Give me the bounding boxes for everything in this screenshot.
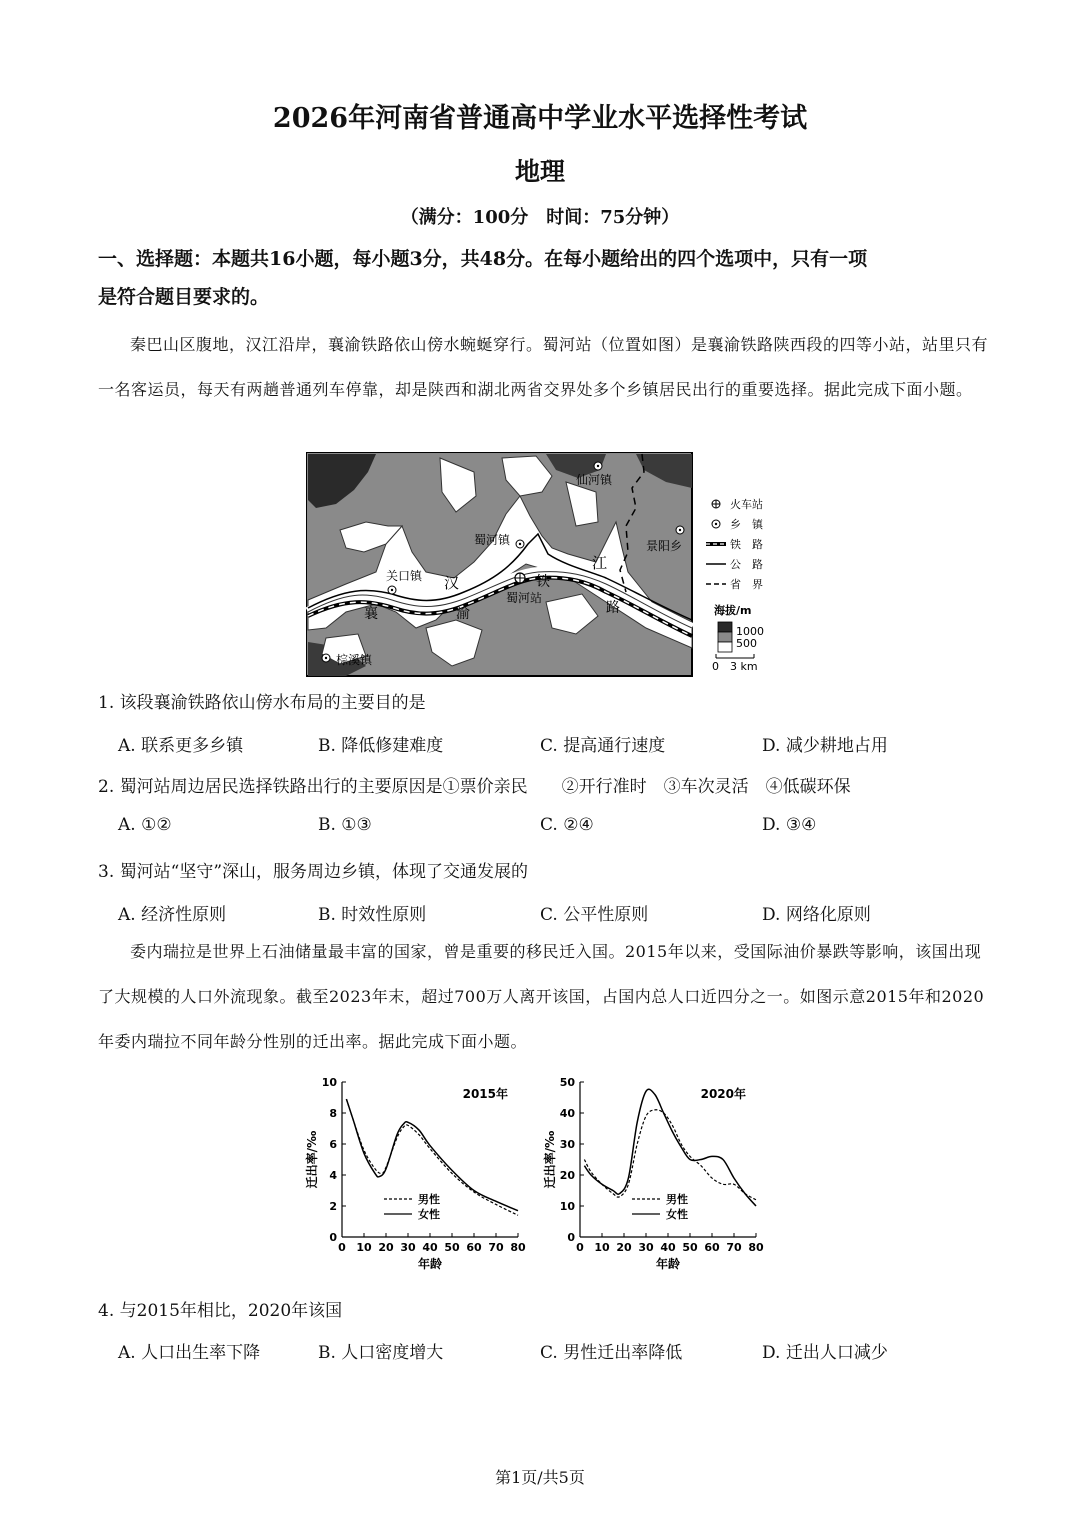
label-han: 汉 <box>444 574 460 592</box>
legend-scale: 0 3 km <box>712 660 758 673</box>
legend-elev-1000: 1000 <box>736 625 764 638</box>
x-tick-label: 80 <box>510 1241 526 1254</box>
label-tie: 铁 <box>536 574 550 590</box>
q3-option-d[interactable]: D. 网络化原则 <box>762 905 871 925</box>
q1-option-a[interactable]: A. 联系更多乡镇 <box>118 736 244 756</box>
q4-option-c[interactable]: C. 男性迁出率降低 <box>540 1343 683 1363</box>
x-axis-label: 年龄 <box>655 1257 681 1271</box>
question-1-stem: 1. 该段襄渝铁路依山傍水布局的主要目的是 <box>98 693 426 713</box>
y-tick-label: 2 <box>329 1200 337 1213</box>
x-axis-label: 年龄 <box>417 1257 443 1271</box>
section-heading-line1: 一、选择题：本题共16小题，每小题3分，共48分。在每小题给出的四个选项中，只有一项 <box>98 248 868 270</box>
y-tick-label: 20 <box>559 1169 575 1182</box>
legend-label: 女性 <box>418 1208 440 1221</box>
label-lu: 路 <box>606 600 620 616</box>
y-tick-label: 0 <box>329 1231 337 1244</box>
town-icon <box>676 526 684 534</box>
q1-option-b[interactable]: B. 降低修建难度 <box>318 736 444 756</box>
x-tick-label: 70 <box>488 1241 504 1254</box>
y-tick-label: 6 <box>329 1138 337 1151</box>
town-icon <box>516 540 524 548</box>
legend-road: 公 路 <box>730 558 763 571</box>
legend-label: 女性 <box>666 1208 688 1221</box>
q1-option-d[interactable]: D. 减少耕地占用 <box>762 736 888 756</box>
x-tick-label: 20 <box>378 1241 394 1254</box>
map-legend <box>706 497 764 673</box>
y-tick-label: 10 <box>321 1076 337 1089</box>
town-icon <box>594 462 602 470</box>
x-tick-label: 30 <box>400 1241 416 1254</box>
label-jingyang: 景阳乡 <box>646 539 683 553</box>
exam-title: 2026年河南省普通高中学业水平选择性考试 <box>272 103 808 134</box>
q3-option-b[interactable]: B. 时效性原则 <box>318 905 427 925</box>
chart-2020 <box>540 1068 774 1273</box>
q4-option-b[interactable]: B. 人口密度增大 <box>318 1343 444 1363</box>
section-heading-line2: 是符合题目要求的。 <box>98 286 270 308</box>
label-jiang: 江 <box>592 554 608 572</box>
question-2-stem: 2. 蜀河站周边居民选择铁路出行的主要原因是①票价亲民 ②开行准时 ③车次灵活 ④低碳环保 <box>98 777 851 797</box>
legend-railway: 铁 路 <box>730 538 763 551</box>
y-tick-label: 4 <box>329 1169 337 1182</box>
shuhe-map <box>306 452 786 680</box>
x-tick-label: 0 <box>576 1241 584 1254</box>
y-axis-label: 迁出率/‰ <box>305 1130 319 1189</box>
x-tick-label: 80 <box>748 1241 764 1254</box>
chart-2015 <box>302 1068 536 1273</box>
q4-option-d[interactable]: D. 迁出人口减少 <box>762 1343 888 1363</box>
legend-elevation-title: 海拔/m <box>714 604 752 617</box>
page-footer: 第1页/共5页 <box>495 1468 585 1487</box>
legend-town: 乡 镇 <box>730 518 763 531</box>
chart-title: 2015年 <box>462 1087 508 1101</box>
x-tick-label: 10 <box>356 1241 372 1254</box>
legend-station: 火车站 <box>730 498 763 511</box>
question-3-stem: 3. 蜀河站“坚守”深山，服务周边乡镇，体现了交通发展的 <box>98 862 529 882</box>
x-tick-label: 10 <box>594 1241 610 1254</box>
x-tick-label: 60 <box>466 1241 482 1254</box>
label-xianhe: 仙河镇 <box>576 473 613 487</box>
q3-option-a[interactable]: A. 经济性原则 <box>118 905 227 925</box>
legend-label: 男性 <box>666 1193 688 1206</box>
series-line-female <box>584 1089 756 1206</box>
passage-1: 秦巴山区腹地，汉江沿岸，襄渝铁路依山傍水蜿蜒穿行。蜀河站（位置如图）是襄渝铁路陕西段的四等小站，站里只有一名客运员，每天有两趟普通列车停靠，却是陕西和湖北两省交界处多个乡镇居民出行的重要选择。据此完成下面小题。 <box>98 335 989 399</box>
railway-station-icon <box>515 573 525 583</box>
x-tick-label: 40 <box>422 1241 438 1254</box>
question-4-stem: 4. 与2015年相比，2020年该国 <box>98 1301 343 1321</box>
q2-option-b[interactable]: B. ①③ <box>318 815 372 835</box>
town-icon <box>388 586 396 594</box>
q2-option-c[interactable]: C. ②④ <box>540 815 594 835</box>
label-xiang: 襄 <box>364 606 378 622</box>
q4-option-a[interactable]: A. 人口出生率下降 <box>118 1343 261 1363</box>
subject-title: 地理 <box>514 157 565 186</box>
y-tick-label: 30 <box>559 1138 575 1151</box>
q2-option-a[interactable]: A. ①② <box>118 815 172 835</box>
x-tick-label: 60 <box>704 1241 720 1254</box>
y-tick-label: 40 <box>559 1107 575 1120</box>
y-tick-label: 10 <box>559 1200 575 1213</box>
series-line-male <box>584 1110 756 1200</box>
legend-border: 省 界 <box>730 578 763 591</box>
label-zongxi: 棕溪镇 <box>336 653 373 667</box>
q2-option-d[interactable]: D. ③④ <box>762 815 817 835</box>
x-tick-label: 70 <box>726 1241 742 1254</box>
section-heading <box>98 240 988 316</box>
label-shuhe-station: 蜀河站 <box>506 591 543 605</box>
passage-2: 委内瑞拉是世界上石油储量最丰富的国家，曾是重要的移民迁入国。2015年以来，受国际油价暴跌等影响，该国出现了大规模的人口外流现象。截至2023年末，超过700万人离开该国，占国内总人口近四分之一。如图示意2015年和2020年委内瑞拉不同年龄分性别的迁出率。据此完成下面小题。 <box>98 942 985 1051</box>
q1-option-c[interactable]: C. 提高通行速度 <box>540 736 666 756</box>
x-tick-label: 0 <box>338 1241 346 1254</box>
chart-title: 2020年 <box>700 1087 746 1101</box>
town-icon <box>322 654 330 662</box>
y-axis-label: 迁出率/‰ <box>543 1130 557 1189</box>
label-yu: 渝 <box>456 606 470 622</box>
exam-meta: （满分：100分 时间：75分钟） <box>400 207 680 228</box>
label-guankou: 关口镇 <box>386 569 423 583</box>
x-tick-label: 20 <box>616 1241 632 1254</box>
x-tick-label: 30 <box>638 1241 654 1254</box>
y-tick-label: 8 <box>329 1107 337 1120</box>
legend-label: 男性 <box>418 1193 440 1206</box>
x-tick-label: 50 <box>682 1241 698 1254</box>
y-tick-label: 50 <box>559 1076 575 1089</box>
label-shuhe-town: 蜀河镇 <box>474 533 511 547</box>
x-tick-label: 50 <box>444 1241 460 1254</box>
x-tick-label: 40 <box>660 1241 676 1254</box>
y-tick-label: 0 <box>567 1231 575 1244</box>
legend-elev-500: 500 <box>736 637 757 650</box>
q3-option-c[interactable]: C. 公平性原则 <box>540 905 649 925</box>
